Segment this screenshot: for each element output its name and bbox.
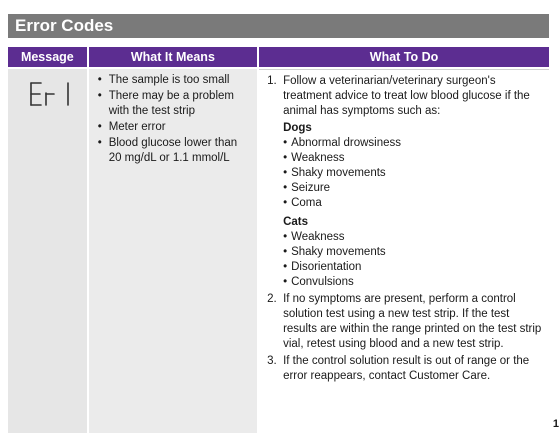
list-item: • Weakness bbox=[283, 152, 345, 164]
error-codes-table bbox=[8, 47, 549, 433]
dogs-symptom-list bbox=[283, 136, 543, 211]
svg-text:Er 1: Er 1 bbox=[28, 81, 30, 82]
list-item: • Seizure bbox=[283, 182, 331, 194]
header-what-it-means: What It Means bbox=[89, 47, 257, 67]
header-message: Message bbox=[8, 47, 87, 67]
list-item: • Weakness bbox=[283, 231, 345, 243]
list-item: • Coma bbox=[283, 197, 322, 209]
meaning-cell bbox=[89, 69, 257, 433]
page-edge-mark: 1 bbox=[552, 418, 559, 430]
list-item: • Shaky movements bbox=[283, 246, 386, 258]
meaning-list bbox=[97, 73, 251, 166]
lcd-error-code-icon bbox=[28, 81, 76, 109]
list-item: • Abnormal drowsiness bbox=[283, 137, 402, 149]
step-3: 3. If the control solution result is out of range or the error reappears, contact Customer Care. bbox=[267, 355, 530, 382]
action-cell bbox=[259, 69, 549, 433]
cats-symptom-list bbox=[283, 230, 543, 290]
table-header-row bbox=[8, 47, 549, 67]
list-item: • Shaky movements bbox=[283, 167, 386, 179]
list-item: • Meter error bbox=[97, 121, 166, 133]
step-2: 2. If no symptoms are present, perform a control solution test using a new test strip. If the test results are within the range printed on the test strip vial, retest using blood and a new test strip. bbox=[267, 293, 542, 350]
list-item: • Convulsions bbox=[283, 276, 354, 288]
title-bar bbox=[8, 14, 549, 38]
list-item: • Blood glucose lower than 20 mg/dL or 1.1 mmol/L bbox=[97, 137, 238, 164]
dogs-heading: Dogs bbox=[283, 122, 312, 134]
header-what-to-do: What To Do bbox=[259, 47, 549, 67]
list-item: • There may be a problem with the test strip bbox=[97, 90, 234, 117]
step-1: 1. Follow a veterinarian/veterinary surgeon's treatment advice to treat low blood glucose if the animal has symptoms such as: Dogs • Abnormal drowsiness • Weakness • Shaky movements • Seizure • Coma Cats • Weakness • Shaky movements • Disorientation • Convulsions bbox=[265, 74, 543, 290]
table-row bbox=[8, 69, 549, 433]
message-cell bbox=[8, 69, 87, 433]
page-title: Error Codes bbox=[15, 16, 114, 35]
list-item: • The sample is too small bbox=[97, 74, 230, 86]
action-steps bbox=[265, 74, 543, 384]
cats-heading: Cats bbox=[283, 216, 309, 228]
list-item: • Disorientation bbox=[283, 261, 362, 273]
